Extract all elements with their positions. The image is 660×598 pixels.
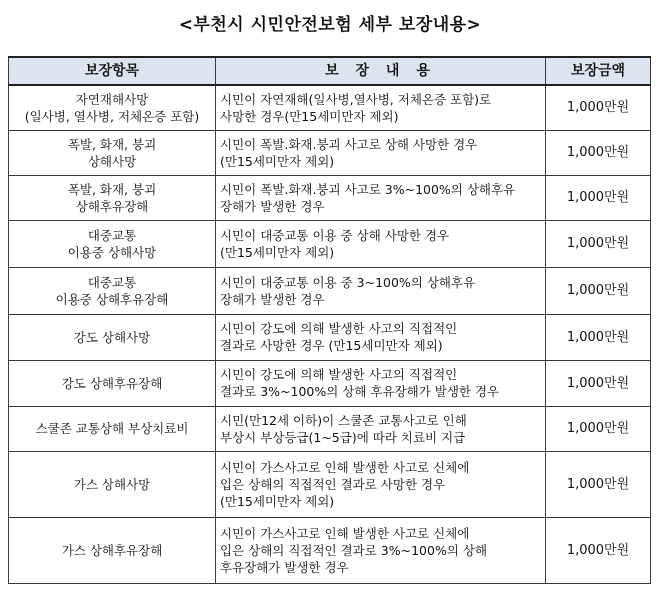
table-row — [9, 175, 651, 220]
coverage-content-cell — [216, 517, 546, 583]
coverage-content-cell — [216, 451, 546, 517]
coverage-amount-cell: 1,000만원 — [546, 406, 651, 451]
table-row — [9, 451, 651, 517]
table-row — [9, 406, 651, 451]
coverage-content-line: 시민이 대중교통 이용 중 3~100%의 상해후유 — [220, 274, 476, 290]
coverage-item-line: 폭발, 화재, 붕괴 — [67, 136, 157, 152]
table-row — [9, 130, 651, 175]
coverage-item-line: 상해사망 — [87, 153, 137, 169]
table-body — [9, 85, 651, 583]
table-row — [9, 220, 651, 267]
coverage-content-line: 시민이 가스사고로 인해 발생한 사고로 신체에 — [220, 459, 470, 475]
coverage-item-line: 스쿨존 교통상해 부상치료비 — [35, 421, 189, 436]
table-row — [9, 360, 651, 406]
coverage-amount-cell: 1,000만원 — [546, 85, 651, 130]
coverage-content-line: 후유장해가 발생한 경우 — [220, 559, 349, 575]
table-row — [9, 267, 651, 314]
coverage-item-line: 가스 상해후유장해 — [61, 542, 163, 558]
coverage-content-line: 시민(만12세 이하)이 스쿨존 교통사고로 인해 — [220, 412, 467, 428]
coverage-content-line: 장해가 발생한 경우 — [220, 291, 325, 307]
coverage-amount-cell: 1,000만원 — [546, 267, 651, 314]
coverage-content-line: 시민이 대중교통 이용 중 상해 사망한 경우 — [220, 227, 450, 243]
coverage-content-line: 시민이 강도에 의해 발생한 사고의 직접적인 — [220, 321, 458, 336]
coverage-content-line: 사망한 경우(만15세미만자 제외) — [220, 108, 399, 124]
header-content: 보 장 내 용 — [216, 57, 546, 85]
coverage-content-line: (만15세미만자 제외) — [220, 244, 335, 260]
coverage-amount-cell: 1,000만원 — [546, 175, 651, 220]
coverage-content-line: 시민이 폭발.화재.붕괴 사고로 상해 사망한 경우 — [220, 136, 478, 152]
coverage-item-line: 이용중 상해사망 — [67, 244, 157, 260]
table-row — [9, 85, 651, 130]
coverage-table — [8, 56, 651, 584]
coverage-content-cell — [216, 130, 546, 175]
coverage-item-cell — [9, 130, 216, 175]
coverage-content-line: 시민이 강도에 의해 발생한 사고의 직접적인 — [220, 367, 458, 382]
coverage-item-line: 강도 상해사망 — [73, 329, 151, 345]
coverage-item-line: 상해후유장해 — [75, 198, 149, 214]
table-row — [9, 517, 651, 583]
coverage-item-line: 대중교통 — [87, 227, 137, 243]
table-header-row — [9, 57, 651, 85]
coverage-content-cell — [216, 85, 546, 130]
coverage-amount-cell: 1,000만원 — [546, 314, 651, 360]
coverage-item-cell — [9, 267, 216, 314]
coverage-item-line: 대중교통 — [87, 274, 137, 290]
coverage-content-cell — [216, 406, 546, 451]
coverage-content-cell — [216, 175, 546, 220]
coverage-content-line: 시민이 자연재해(일사병,열사병, 저체온증 포함)로 — [220, 91, 492, 107]
coverage-content-line: 결과로 사망한 경우 (만15세미만자 제외) — [220, 338, 443, 353]
coverage-item-cell — [9, 360, 216, 406]
coverage-content-line: 입은 상해의 직접적인 결과로 사망한 경우 — [220, 476, 446, 492]
coverage-item-cell — [9, 85, 216, 130]
coverage-content-cell — [216, 220, 546, 267]
coverage-item-cell — [9, 517, 216, 583]
coverage-content-line: (만15세미만자 제외) — [220, 153, 335, 169]
coverage-content-line: 장해가 발생한 경우 — [220, 198, 325, 214]
coverage-content-line: 결과로 3%~100%의 상해 후유장해가 발생한 경우 — [220, 384, 500, 399]
coverage-amount-cell: 1,000만원 — [546, 220, 651, 267]
coverage-amount-cell: 1,000만원 — [546, 360, 651, 406]
coverage-content-cell — [216, 314, 546, 360]
coverage-content-line: 시민이 가스사고로 인해 발생한 사고로 신체에 — [220, 525, 470, 541]
header-item: 보장항목 — [9, 57, 216, 85]
page-title: <부천시 시민안전보험 세부 보장내용> — [178, 15, 482, 35]
coverage-item-cell — [9, 406, 216, 451]
coverage-item-cell — [9, 175, 216, 220]
table-row — [9, 314, 651, 360]
coverage-item-line: 가스 상해사망 — [73, 476, 151, 492]
header-amount: 보장금액 — [546, 57, 651, 85]
coverage-amount-cell: 1,000만원 — [546, 130, 651, 175]
coverage-item-line: 폭발, 화재, 붕괴 — [67, 181, 157, 197]
coverage-amount-cell: 1,000만원 — [546, 517, 651, 583]
coverage-item-cell — [9, 314, 216, 360]
coverage-content-cell — [216, 267, 546, 314]
coverage-item-cell — [9, 451, 216, 517]
coverage-item-cell — [9, 220, 216, 267]
coverage-amount-cell: 1,000만원 — [546, 451, 651, 517]
coverage-content-cell — [216, 360, 546, 406]
coverage-item-line: (일사병, 열사병, 저체온증 포함) — [24, 108, 200, 124]
coverage-item-line: 이용중 상해후유장해 — [55, 291, 169, 307]
coverage-item-line: 자연재해사망 — [75, 91, 149, 107]
coverage-content-line: 부상시 부상등급(1~5급)에 따라 치료비 지급 — [220, 429, 466, 445]
coverage-content-line: (만15세미만자 제외) — [220, 493, 335, 509]
coverage-item-line: 강도 상해후유장해 — [61, 375, 163, 391]
coverage-content-line: 시민이 폭발.화재.붕괴 사고로 3%~100%의 상해후유 — [220, 181, 516, 197]
coverage-content-line: 입은 상해의 직접적인 결과로 3%~100%의 상해 — [220, 542, 488, 558]
